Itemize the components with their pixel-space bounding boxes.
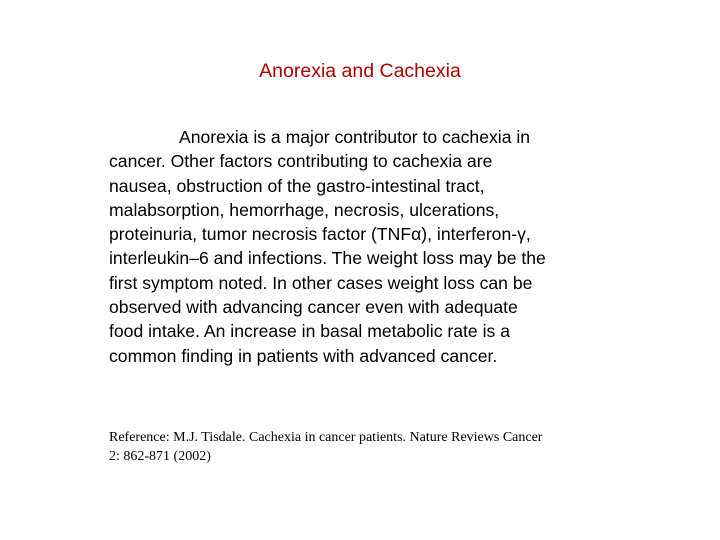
body-line: cancer. Other factors contributing to cachexia are (109, 151, 493, 172)
reference-citation (109, 428, 629, 466)
body-line: nausea, obstruction of the gastro-intestinal tract, (109, 175, 485, 196)
body-line: observed with advancing cancer even with adequate (109, 297, 518, 318)
body-line: first symptom noted. In other cases weight loss can be (109, 272, 533, 293)
body-line: interleukin–6 and infections. The weight loss may be the (109, 248, 546, 269)
slide-title: Anorexia and Cachexia (259, 60, 461, 82)
body-line: Anorexia is a major contributor to cachexia in (179, 127, 531, 147)
body-paragraph (109, 125, 609, 368)
reference-line: Reference: M.J. Tisdale. Cachexia in cancer patients. Nature Reviews Cancer (109, 430, 543, 445)
body-line: proteinuria, tumor necrosis factor (TNFα), interferon-γ, (109, 224, 531, 245)
reference-line: 2: 862-871 (2002) (109, 449, 211, 464)
body-line: malabsorption, hemorrhage, necrosis, ulcerations, (109, 199, 500, 220)
body-line: food intake. An increase in basal metabolic rate is a (109, 321, 510, 342)
body-line: common finding in patients with advanced cancer. (109, 345, 498, 366)
